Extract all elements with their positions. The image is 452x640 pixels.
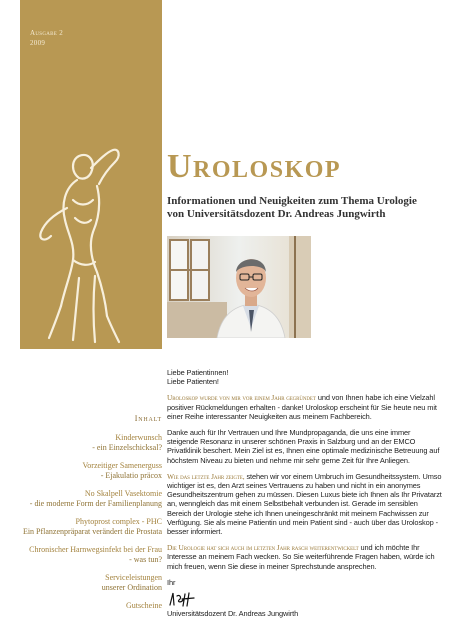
toc-item[interactable] xyxy=(20,461,162,481)
greeting-line-2: Liebe Patienten! xyxy=(167,377,219,387)
issue-year: 2009 xyxy=(30,39,46,47)
letter-paragraph-1 xyxy=(167,393,443,421)
subtitle-line-2: von Universitätsdozent Dr. Andreas Jungwirth xyxy=(167,208,386,220)
masthead-title: Uroloskop xyxy=(167,148,342,185)
toc-item[interactable] xyxy=(20,517,162,537)
toc-item-main: Gutscheine xyxy=(126,601,162,610)
toc-item-main: No Skalpell Vasektomie xyxy=(84,489,162,498)
doctor-portrait-photo xyxy=(167,236,311,338)
toc-item-sub: unserer Ordination xyxy=(101,583,162,592)
toc-item[interactable] xyxy=(20,489,162,509)
toc-item[interactable] xyxy=(20,545,162,565)
greeting-line-1: Liebe Patientinnen! xyxy=(167,368,229,377)
issue-label: Ausgabe 2 xyxy=(30,29,64,37)
toc-item-sub: - Ejakulatio präcox xyxy=(100,471,162,480)
letter-paragraph-3 xyxy=(167,472,443,536)
subtitle-line-1: Informationen und Neuigkeiten zum Thema Urologie xyxy=(167,195,417,207)
toc-item-main: Chronischer Harnwegsinfekt bei der Frau xyxy=(29,545,162,554)
toc-item-sub: - ein Einzelschicksal? xyxy=(92,443,162,452)
toc-item-main: Kinderwunsch xyxy=(115,433,162,442)
editorial-letter xyxy=(167,368,443,618)
letter-paragraph-2: Danke auch für Ihr Vertrauen und Ihre Mundpropaganda, die uns eine immer steigende Resonanz in unserer schönen Praxis in Salzburg und an der EMCO Privatklinik beschert. Mein Ziel ist es, Ihnen eine optimale medizinische Betreuung auf höchstem Niveau zu bieten und nehme mir sehr gerne Zeit für Ihre Anliegen. xyxy=(167,428,440,465)
handwritten-signature xyxy=(168,590,202,608)
paragraph-lead: Wie das letzte Jahr zeigte, xyxy=(167,471,245,481)
toc-item[interactable] xyxy=(20,433,162,453)
paragraph-lead: Die Urologie hat sich auch im letzten Jahr rasch weiterentwickelt xyxy=(167,543,359,553)
figure-line-drawing xyxy=(35,148,127,344)
toc-item-sub: - was tun? xyxy=(129,555,162,564)
toc-item-sub: Ein Pflanzenpräparat verändert die Prostata xyxy=(22,527,162,536)
letter-paragraph-4 xyxy=(167,543,443,571)
letter-closing: Ihr xyxy=(167,577,176,587)
toc-title: Inhalt xyxy=(134,414,162,423)
toc-item-main: Serviceleistungen xyxy=(105,573,162,582)
toc-item-main: Phytoprost complex - PHC xyxy=(75,517,162,526)
toc-item[interactable] xyxy=(20,573,162,593)
toc-item-sub: - die moderne Form der Familienplanung xyxy=(29,499,162,508)
table-of-contents xyxy=(20,414,162,619)
paragraph-body: und ich möchte Ihr Interesse an meinem Fach wecken. So Sie weiterführende Fragen haben, würde ich mich freuen, wenn Sie diese in meiner Sprechstunde ansprechen. xyxy=(167,543,435,571)
paragraph-body: und von Ihnen habe ich eine Vielzahl positiver Rückmeldungen erhalten - danke! Uroloskop erscheint für Sie heute neu mit einer Reihe interessanter Neuigkeiten aus meinem Fachbereich. xyxy=(167,393,437,421)
signature-name: Universitätsdozent Dr. Andreas Jungwirth xyxy=(167,609,299,619)
toc-item[interactable] xyxy=(20,601,162,611)
toc-item-main: Vorzeitiger Samenerguss xyxy=(82,461,162,470)
paragraph-lead: Uroloskop wurde von mir vor einem Jahr gegründet xyxy=(167,393,316,403)
letter-greeting xyxy=(167,368,443,386)
paragraph-body: stehen wir vor einem Umbruch im Gesundheitssystem. Umso wichtiger ist es, den Arzt seines Vertrauens zu haben und nicht in ein anonymes Gesundheitszentrum gehen zu müssen. Diesen Luxus biete ich Ihnen als Ihr Privatarzt an, wenngleich das mit einem Selbstbehalt verbunden ist. Gerade im sensiblen Bereich der Urologie stehe ich Ihnen uneingeschränkt mit meinem Fachwissen zur Verfügung. Sie als meine Patientin und mein Patient sind - auch über das Uroloskop - besser informiert. xyxy=(167,471,442,537)
masthead-subtitle xyxy=(167,195,437,221)
